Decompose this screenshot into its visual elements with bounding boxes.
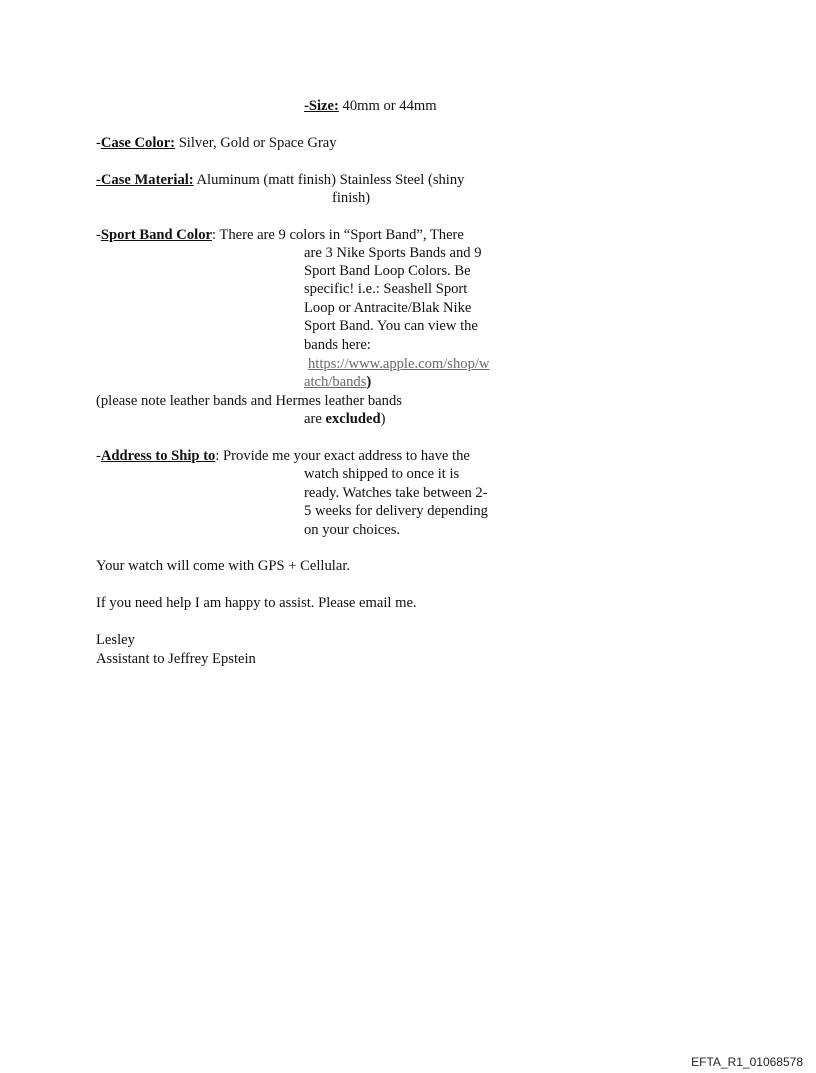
sport-band-dash: - [96, 227, 101, 243]
sport-band-text-6: Sport Band. You can view the [304, 318, 478, 334]
size-dash: - [304, 98, 309, 114]
leather-note-pre: are [304, 411, 326, 427]
sport-band-label: Sport Band Color [100, 227, 212, 243]
address-text-2: watch shipped to once it is [304, 466, 460, 482]
address-line [96, 447, 470, 465]
size-line [304, 97, 437, 115]
leather-note-line-2 [304, 410, 385, 428]
case-color-dash: - [96, 135, 101, 151]
sport-band-text-5: Loop or Antracite/Blak Nike [304, 300, 472, 316]
signature-title: Assistant to Jeffrey Epstein [96, 651, 256, 667]
bands-link-line-1 [308, 355, 489, 373]
case-color-label: Case Color: [100, 135, 176, 151]
sport-band-text-4: specific! i.e.: Seashell Sport [304, 281, 468, 297]
sport-band-line [96, 226, 464, 244]
address-text-3: ready. Watches take between 2- [304, 485, 488, 501]
case-color-line [96, 134, 337, 152]
case-material-text-2: finish) [332, 190, 371, 206]
signature-name: Lesley [96, 632, 135, 648]
case-material-dash: - [96, 172, 101, 188]
address-dash: - [96, 448, 101, 464]
footer-document-id: EFTA_R1_01068578 [691, 1055, 803, 1069]
help-note: If you need help I am happy to assist. Please email me. [96, 595, 417, 611]
address-text-5: on your choices. [304, 522, 401, 538]
address-text-1: : Provide me your exact address to have the [215, 448, 470, 464]
bands-link-close: ) [366, 374, 372, 390]
leather-note-post: ) [380, 411, 386, 427]
bands-link-line-2 [304, 373, 371, 391]
leather-note-bold: excluded [325, 411, 381, 427]
bands-link-part-1[interactable]: https://www.apple.com/shop/w [308, 356, 490, 372]
case-material-label: Case Material: [100, 172, 194, 188]
address-text-4: 5 weeks for delivery depending [304, 503, 488, 519]
gps-note: Your watch will come with GPS + Cellular. [96, 558, 351, 574]
case-material-line [96, 171, 464, 189]
bands-link-part-2[interactable]: atch/bands [304, 374, 367, 390]
size-value: 40mm or 44mm [338, 98, 437, 114]
address-label: Address to Ship to [100, 448, 216, 464]
size-label: Size: [308, 98, 339, 114]
sport-band-text-3: Sport Band Loop Colors. Be [304, 263, 471, 279]
sport-band-text-2: are 3 Nike Sports Bands and 9 [304, 245, 482, 261]
case-color-value: Silver, Gold or Space Gray [175, 135, 337, 151]
sport-band-text-7: bands here: [304, 337, 371, 353]
leather-note-line-1: (please note leather bands and Hermes leather bands [96, 393, 402, 409]
case-material-text-1: Aluminum (matt finish) Stainless Steel (shiny [193, 172, 465, 188]
sport-band-text-1: : There are 9 colors in “Sport Band”, There [211, 227, 464, 243]
